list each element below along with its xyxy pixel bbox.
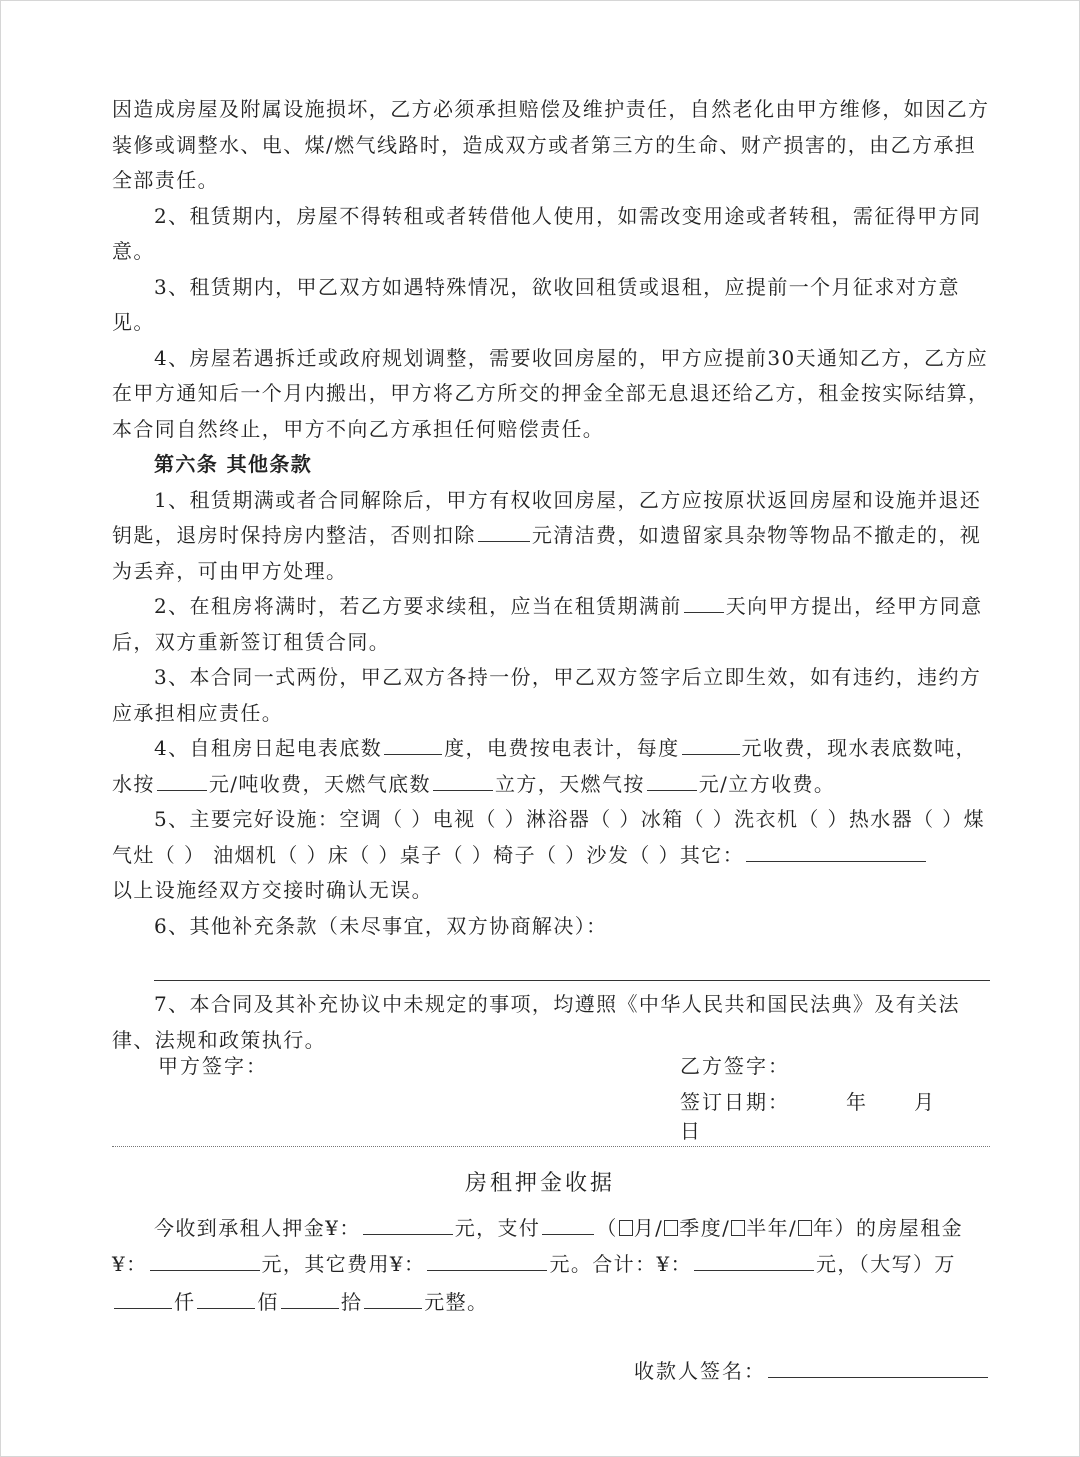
deposit-amount-blank[interactable] [363, 1214, 453, 1235]
unit-qian: 仟 [174, 1290, 196, 1314]
dotted-separator [112, 1146, 990, 1147]
yuan-blank[interactable] [364, 1288, 422, 1309]
gas-meter-blank[interactable] [433, 770, 493, 791]
checkbox-year[interactable] [798, 1220, 812, 1236]
article-6-item-2 [112, 589, 990, 660]
unit-bai: 佰 [257, 1290, 279, 1314]
party-b-signature-label: 乙方签字： [680, 1054, 790, 1078]
unit-shi: 拾 [340, 1290, 363, 1314]
date-label: 签订日期： [680, 1090, 790, 1114]
checkbox-half-year[interactable] [731, 1220, 745, 1236]
clause-2: 2、租赁期内，房屋不得转租或者转借他人使用，如需改变用途或者转租，需征得甲方同意。 [112, 203, 982, 263]
payee-signature [634, 1355, 990, 1384]
item-4-text-e: 元/吨收费，天燃气底数 [208, 771, 431, 796]
renewal-days-blank[interactable] [684, 592, 724, 613]
article-6-item-5-confirm: 以上设施经双方交接时确认无误。 [112, 878, 433, 902]
receipt-total-label: 元。合计：¥： [549, 1252, 692, 1276]
payee-signature-blank[interactable] [768, 1357, 988, 1378]
item-4-text-g: 元/立方收费。 [698, 771, 836, 796]
total-amount-blank[interactable] [694, 1250, 814, 1271]
item-4-text-a: 4、自租房日起电表底数 [154, 736, 383, 760]
payee-label: 收款人签名： [634, 1359, 766, 1383]
article-6-item-5 [112, 802, 990, 873]
unit-yuan: 元整。 [424, 1290, 489, 1314]
month-label: 月 [914, 1090, 936, 1114]
option-quarter: 季度/ [679, 1216, 731, 1240]
receipt-pay-label: 元，支付 [454, 1216, 541, 1240]
electric-meter-blank[interactable] [384, 734, 442, 755]
bai-blank[interactable] [197, 1288, 255, 1309]
receipt-uppercase-label: 元，（大写）万 [816, 1252, 956, 1276]
signing-date [680, 1086, 990, 1144]
contract-body [112, 92, 990, 1058]
clause-4: 4、房屋若遇拆迁或政府规划调整，需要收回房屋的，甲方应提前30天通知乙方，乙方应在甲方通知后一个月内搬出，甲方将乙方所交的押金全部无息退还给乙方，租金按实际结算，本合同自然终止，甲方不向乙方承担任何赔偿责任。 [112, 345, 990, 441]
receipt-deposit-label: 今收到承租人押金¥： [154, 1216, 361, 1240]
article-6-item-3: 3、本合同一式两份，甲乙双方各持一份，甲乙双方签字后立即生效，如有违约，违约方应承担相应责任。 [112, 665, 982, 725]
other-fee-blank[interactable] [427, 1250, 547, 1271]
clause-continuation: 因造成房屋及附属设施损坏，乙方必须承担赔偿及维护责任，自然老化由甲方维修，如因乙方装修或调整水、电、煤/燃气线路时，造成双方或者第三方的生命、财产损害的，由乙方承担全部责任。 [112, 97, 990, 192]
receipt-uppercase-row [112, 1284, 990, 1320]
deposit-receipt [112, 1210, 990, 1320]
item-4-text-f: 立方，天燃气按 [494, 771, 645, 796]
party-a-signature-label: 甲方签字： [158, 1054, 268, 1078]
item-1-text-a: 1、租赁期满或者合同解除后，甲方有权收回房屋，乙方应按原状返回房屋和设施并退还钥匙，退房时保持房内整洁，否则扣除 [112, 487, 982, 547]
shi-blank[interactable] [281, 1288, 339, 1309]
article-6-item-4 [112, 731, 990, 802]
checkbox-quarter[interactable] [664, 1220, 678, 1236]
receipt-title: 房租押金收据 [464, 1171, 615, 1196]
clause-3: 3、租赁期内，甲乙双方如遇特殊情况，欲收回租赁或退租，应提前一个月征求对方意见。 [112, 274, 960, 334]
year-label: 年 [846, 1090, 868, 1114]
article-6-item-6: 6、其他补充条款（未尽事宜，双方协商解决）： [154, 913, 608, 938]
article-6-heading: 第六条 其他条款 [154, 452, 313, 476]
gas-price-blank[interactable] [647, 770, 697, 791]
item-1-text-b: 元清洁费，如遗留家具杂物等物品不撤走的，视为丢弃，可由甲方处理。 [112, 523, 982, 583]
water-price-blank[interactable] [157, 770, 207, 791]
receipt-other-fee-label: 元，其它费用¥： [261, 1252, 426, 1276]
electric-price-blank[interactable] [682, 734, 740, 755]
option-half-year: 半年/ [746, 1216, 798, 1240]
day-label: 日 [680, 1119, 702, 1143]
item-2-text-a: 2、在租房将满时，若乙方要求续租，应当在租赁期满前 [154, 594, 682, 618]
item-4-text-c: 元收费，现水表底数 [741, 736, 935, 760]
supplementary-terms-line[interactable] [154, 952, 990, 981]
checkbox-month[interactable] [619, 1220, 633, 1236]
item-2-text-b: 天向甲方提出，经甲方同意后，双方重新签订租赁合同。 [112, 594, 983, 654]
pay-period-blank[interactable] [542, 1214, 594, 1235]
article-6-item-7: 7、本合同及其补充协议中未规定的事项，均遵照《中华人民共和国民法典》及有关法律、法规和政策执行。 [112, 992, 960, 1052]
item-4-text-b: 度，电费按电表计，每度 [444, 736, 680, 760]
item-4-text-d: 吨，水按 [112, 736, 977, 796]
receipt-paren: （ [596, 1216, 618, 1240]
option-year: 年）的房屋租金¥： [112, 1216, 964, 1276]
option-month: 月/ [633, 1216, 664, 1240]
other-facilities-blank[interactable] [746, 841, 926, 862]
qian-blank[interactable] [114, 1288, 172, 1309]
article-6-item-1 [112, 483, 990, 590]
cleaning-fee-blank[interactable] [478, 521, 530, 542]
receipt-body [112, 1210, 990, 1282]
item-5-text-a: 5、主要完好设施：空调（ ）电视（ ）淋浴器（ ）冰箱（ ）洗衣机（ ）热水器（ ）煤气灶（ ） 油烟机（ ）床（ ）桌子（ ）椅子（ ）沙发（ ）其它： [112, 807, 986, 867]
rent-amount-blank[interactable] [150, 1250, 260, 1271]
